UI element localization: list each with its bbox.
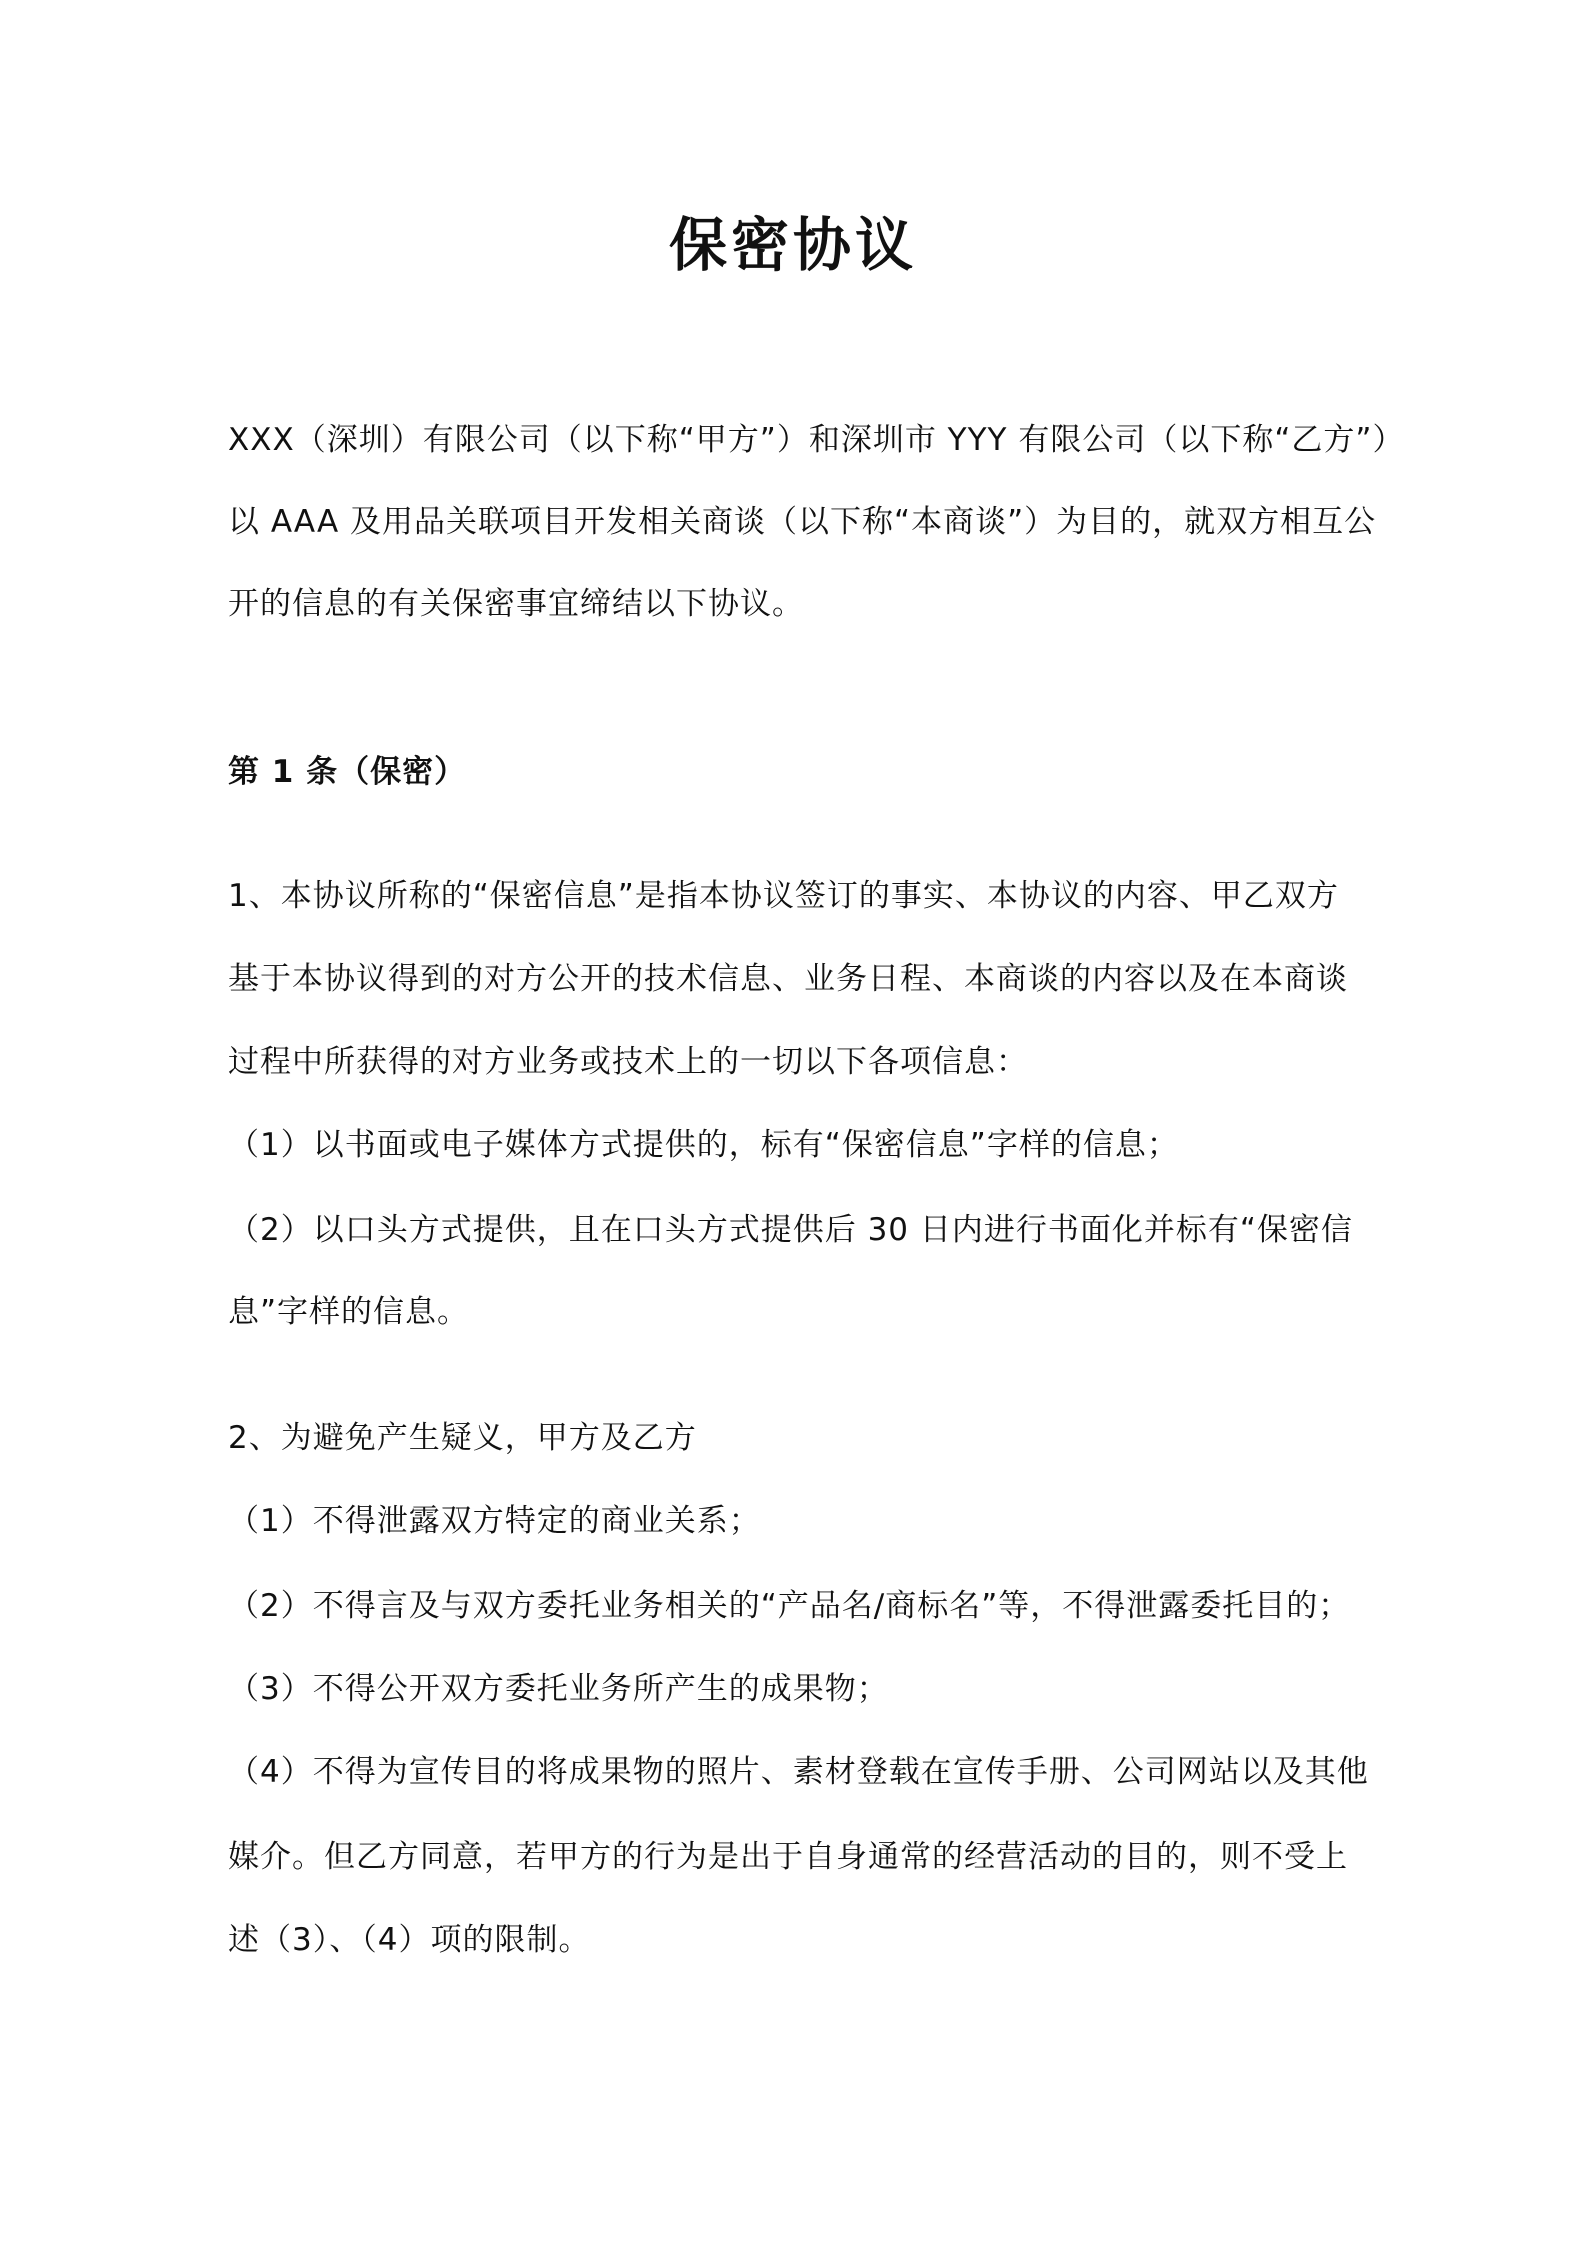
clause-line: （4）不得为宣传目的将成果物的照片、素材登载在宣传手册、公司网站以及其他 <box>228 1754 1369 1790</box>
document-title: 保密协议 <box>668 211 917 279</box>
intro-line: XXX（深圳）有限公司（以下称“甲方”）和深圳市 YYY 有限公司（以下称“乙方”） <box>228 422 1405 458</box>
intro-line: 以 AAA 及用品关联项目开发相关商谈（以下称“本商谈”）为目的，就双方相互公 <box>228 504 1377 540</box>
clause-line: 息”字样的信息。 <box>228 1294 470 1330</box>
clause-line: （3）不得公开双方委托业务所产生的成果物； <box>228 1671 889 1707</box>
clause-line: （1）以书面或电子媒体方式提供的，标有“保密信息”字样的信息； <box>228 1127 1179 1163</box>
clause-line: （1）不得泄露双方特定的商业关系； <box>228 1503 761 1539</box>
clause-line: 过程中所获得的对方业务或技术上的一切以下各项信息： <box>228 1044 1028 1080</box>
clause-line: （2）不得言及与双方委托业务相关的“产品名/商标名”等，不得泄露委托目的； <box>228 1588 1351 1624</box>
clause-line: 基于本协议得到的对方公开的技术信息、业务日程、本商谈的内容以及在本商谈 <box>228 961 1348 997</box>
clause-line: （2）以口头方式提供，且在口头方式提供后 30 日内进行书面化并标有“保密信 <box>228 1212 1353 1248</box>
clause-line: 1、本协议所称的“保密信息”是指本协议签订的事实、本协议的内容、甲乙双方 <box>228 878 1339 914</box>
clause-line: 媒介。但乙方同意，若甲方的行为是出于自身通常的经营活动的目的，则不受上 <box>228 1839 1348 1875</box>
clause-line: 2、为避免产生疑义，甲方及乙方 <box>228 1420 697 1456</box>
clause-line: 述（3）、（4）项的限制。 <box>228 1922 591 1958</box>
article-heading: 第 1 条（保密） <box>228 754 467 790</box>
intro-line: 开的信息的有关保密事宜缔结以下协议。 <box>228 586 804 622</box>
